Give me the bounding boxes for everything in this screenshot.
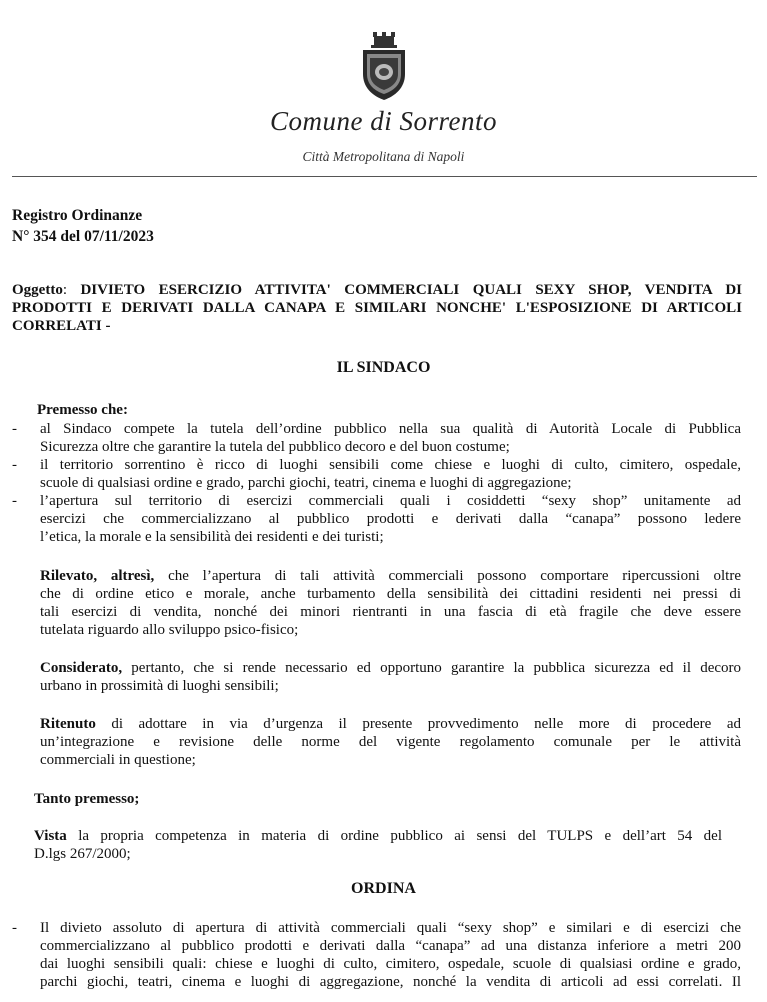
considerato-line1: [40, 659, 741, 678]
premesso-item3-line3: l’etica, la morale e la sensibilità dei residenti e dei turisti;: [40, 529, 384, 545]
considerato-label: Considerato,: [40, 660, 123, 676]
rilevato-text-1: che l’apertura di tali attività commerciali possono comportare ripercussioni oltre: [168, 568, 742, 584]
premesso-item2-line1: il territorio sorrentino è ricco di luoghi sensibili come chiese e luoghi di culto, cimitero, ospedale,: [40, 457, 741, 473]
rilevato-line3: tali esercizi di vendita, nonché dei minori rientranti in una fascia di età fragile che deve essere: [40, 604, 741, 620]
bullet-dash: -: [12, 457, 17, 473]
premesso-item3-line2: esercizi che commercializzano al pubblico prodotti e derivati dalla “canapa” possono ledere: [40, 511, 741, 527]
oggetto-label: Oggetto: [12, 282, 63, 298]
header-divider: [12, 176, 757, 177]
rilevato-line2: che di ordine etico e morale, anche turbamento della sensibilità dei cittadini residenti nei pressi di: [40, 586, 741, 602]
bullet-dash: -: [12, 920, 17, 936]
ordina-line1: Il divieto assoluto di apertura di attività commerciali quali “sexy shop” e similari e di esercizi che: [40, 920, 741, 936]
ritenuto-line1: [40, 715, 741, 734]
considerato-line2: urbano in prossimità di luoghi sensibili;: [40, 678, 279, 694]
registro-line1: Registro Ordinanze: [12, 207, 143, 224]
premesso-label: Premesso che:: [37, 402, 128, 418]
citta-name: Città Metropolitana di Napoli: [302, 149, 465, 164]
premesso-item1-line2: Sicurezza oltre che garantire la tutela del pubblico decoro e del buon costume;: [40, 439, 510, 455]
crest-icon: [359, 30, 409, 102]
ordina-line4: parchi giochi, teatri, cinema e luoghi di aggregazione, nonché la vendita di articoli ad essi correlati. Il: [40, 974, 741, 990]
ritenuto-line2: un’integrazione e revisione delle norme del vigente regolamento comunale per le attività: [40, 734, 741, 750]
oggetto-line1: Oggetto: DIVIETO ESERCIZIO ATTIVITA' COMMERCIALI QUALI SEXY SHOP, VENDITA DI: [12, 282, 742, 298]
bullet-dash: -: [12, 421, 17, 437]
vista-line2: D.lgs 267/2000;: [34, 846, 131, 862]
ritenuto-line3: commerciali in questione;: [40, 752, 196, 768]
oggetto-text-1: DIVIETO ESERCIZIO ATTIVITA' COMMERCIALI QUALI SEXY SHOP, VENDITA DI: [80, 282, 742, 298]
rilevato-label: Rilevato, altresì,: [40, 568, 155, 584]
ordina-line2: commercializzano al pubblico prodotti e derivati dalla “canapa” ad una distanza inferiore a metri 200: [40, 938, 741, 954]
comune-name: Comune di Sorrento: [270, 106, 497, 136]
oggetto-line3: CORRELATI -: [12, 318, 111, 334]
bullet-dash: -: [12, 493, 17, 509]
ordina-line3: dai luoghi sensibili quali: chiese e luoghi di culto, cimitero, ospedale, scuole di qualsiasi ordine e grado,: [40, 956, 741, 972]
premesso-item1-line1: al Sindaco compete la tutela dell’ordine pubblico nella sua qualità di Autorità Locale di Pubblica: [40, 421, 741, 437]
tanto-premesso: Tanto premesso;: [34, 791, 140, 807]
registro-line2: N° 354 del 07/11/2023: [12, 228, 154, 245]
vista-line1: [34, 827, 722, 846]
premesso-item2-line2: scuole di qualsiasi ordine e grado, parchi giochi, teatri, cinema e luoghi di aggregazione;: [40, 475, 572, 491]
ritenuto-text-1: di adottare in via d’urgenza il presente provvedimento nelle more di procedere ad: [111, 716, 741, 732]
premesso-item3-line1: l’apertura sul territorio di esercizi commerciali quali i cosiddetti “sexy shop” unitamente ad: [40, 493, 741, 509]
sindaco-heading: IL SINDACO: [336, 359, 431, 376]
oggetto-line2: PRODOTTI E DERIVATI DALLA CANAPA E SIMILARI NONCHE' L'ESPOSIZIONE DI ARTICOLI: [12, 300, 742, 316]
rilevato-line1: [40, 567, 741, 586]
vista-text-1: la propria competenza in materia di ordine pubblico ai sensi del TULPS e dell’art 54 del: [78, 828, 723, 844]
vista-label: Vista: [34, 828, 67, 844]
considerato-text-1: pertanto, che si rende necessario ed opportuno garantire la pubblica sicurezza ed il decoro: [131, 660, 742, 676]
rilevato-line4: tutelata riguardo allo sviluppo psico-fisico;: [40, 622, 299, 638]
ritenuto-label: Ritenuto: [40, 716, 96, 732]
ordina-heading: ORDINA: [351, 880, 416, 897]
